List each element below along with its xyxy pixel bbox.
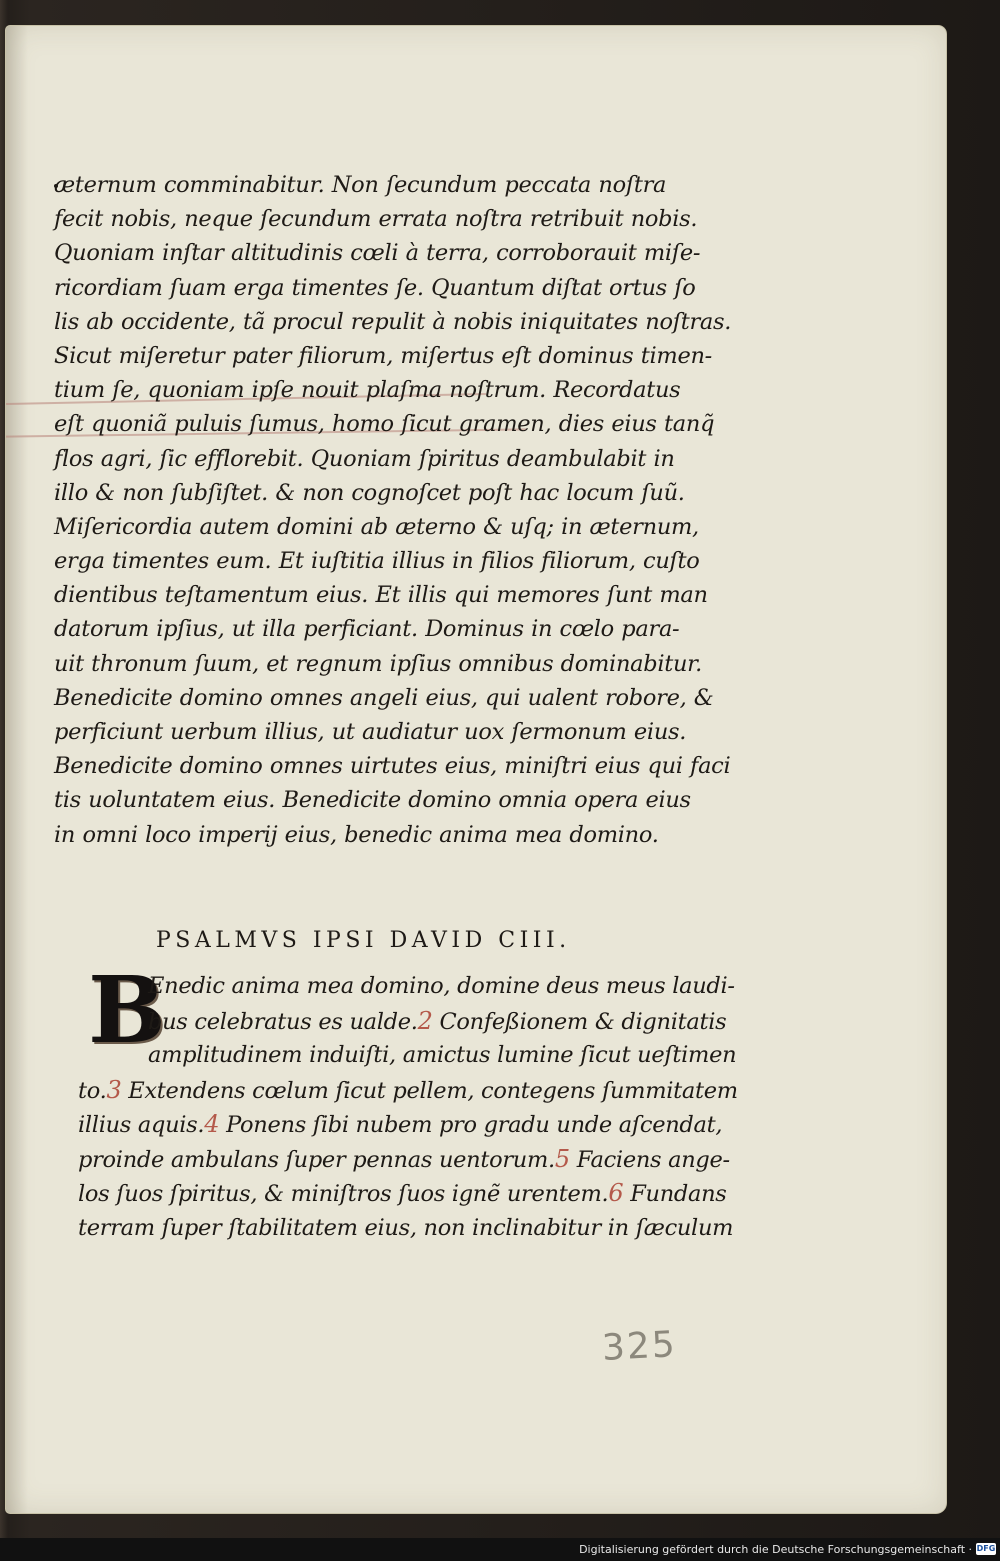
text-line: æternum comminabitur. Non ſecundum peccata noſtra <box>54 172 667 198</box>
text-line: illo & non ſubſiſtet. & non cognoſcet poſt hac locum ſuũ. <box>54 479 685 506</box>
verse-number: 6 <box>608 1179 624 1207</box>
text-line: Quoniam inſtar altitudinis cœli à terra, corroborauit miſe- <box>54 240 701 267</box>
verse-number: 5 <box>554 1144 570 1173</box>
psalm-text-run: proinde ambulans ſuper pennas uentorum. <box>78 1146 555 1173</box>
text-line: eſt quoniã puluis ſumus, homo ſicut gramen, dies eius tanq̃ <box>54 411 715 438</box>
book-page <box>6 26 946 1513</box>
text-line: Benedicite domino omnes uirtutes eius, miniſtri eius qui faci <box>54 753 731 780</box>
body-text <box>54 168 734 852</box>
text-line: perficiunt uerbum illius, ut audiatur uox ſermonum eius. <box>54 719 687 745</box>
text-line: Miſericordia autem domini ab æterno & uſq; in æternum, <box>54 513 699 540</box>
psalm-line <box>78 1073 738 1108</box>
psalm-text-run: Fundans <box>623 1181 727 1207</box>
psalm-line <box>78 1038 738 1073</box>
text-line: flos agri, ſic efflorebit. Quoniam ſpiritus deambulabit in <box>54 445 675 472</box>
text-line: erga timentes eum. Et iuſtitia illius in filios filiorum, cuſto <box>54 548 700 575</box>
psalm-text-run: bus celebratus es ualde. <box>148 1008 418 1035</box>
text-line: Benedicite domino omnes angeli eius, qui ualent robore, & <box>54 684 714 711</box>
folio-number: 325 <box>600 1324 678 1369</box>
text-line: datorum ipſius, ut illa perficiant. Dominus in cœlo para- <box>54 616 680 643</box>
text-line: Sicut miſeretur pater filiorum, miſertus eſt dominus timen- <box>54 342 712 369</box>
dfg-credit: Digitalisierung gefördert durch die Deutsche Forschungsgemeinschaft · <box>579 1543 972 1556</box>
psalm-line <box>78 1176 738 1211</box>
psalm-heading: PSALMVS IPSI DAVID CIII. <box>156 928 571 953</box>
psalm-text-run: to. <box>78 1077 107 1104</box>
verse-number: 2 <box>417 1006 433 1035</box>
text-line: uit thronum ſuum, et regnum ipſius omnibus dominabitur. <box>54 650 703 677</box>
psalm-text-run: amplitudinem induiſti, amictus lumine ſicut ueſtimen <box>148 1042 737 1068</box>
psalm-line <box>78 1211 738 1246</box>
psalm-text-run: Extendens cœlum ſicut pellem, contegens ſummitatem <box>121 1077 738 1104</box>
psalm-line <box>78 1142 738 1177</box>
psalm-line <box>78 969 738 1004</box>
psalm-text-run: illius aquis. <box>78 1112 205 1138</box>
text-line: in omni loco imperij eius, benedic anima mea domino. <box>54 821 659 848</box>
verse-number: 4 <box>204 1110 220 1138</box>
text-line: tis uoluntatem eius. Benedicite domino omnia opera eius <box>54 787 691 814</box>
verse-number: 3 <box>106 1075 122 1104</box>
psalm-line <box>78 1004 738 1039</box>
text-line: fecit nobis, neque ſecundum errata noſtra retribuit nobis. <box>54 206 698 233</box>
dfg-logo: DFG <box>976 1544 996 1553</box>
drop-cap-initial: B <box>88 956 166 1064</box>
text-line: lis ab occidente, tã procul repulit à nobis iniquitates noſtras. <box>54 308 732 335</box>
psalm-text-run: Enedic anima mea domino, domine deus meus laudi- <box>148 973 735 999</box>
psalm-text-run: Confeßionem & dignitatis <box>432 1008 727 1035</box>
psalm-text <box>78 956 738 1245</box>
psalm-text-run: terram ſuper ſtabilitatem eius, non inclinabitur in ſæculum <box>78 1214 734 1241</box>
psalm-text-run: Ponens ſibi nubem pro gradu unde aſcendat, <box>219 1112 723 1138</box>
psalm-line <box>78 1107 738 1142</box>
text-line: tium ſe, quoniam ipſe nouit plaſma noſtrum. Recordatus <box>54 377 681 404</box>
psalm-text-run: los ſuos ſpiritus, & miniſtros ſuos ignẽ urentem. <box>78 1181 609 1207</box>
psalm-text-run: Faciens ange- <box>569 1146 730 1173</box>
text-line: ricordiam ſuam erga timentes ſe. Quantum diſtat ortus ſo <box>54 274 696 301</box>
text-line: dientibus teſtamentum eius. Et illis qui memores ſunt man <box>54 582 708 609</box>
